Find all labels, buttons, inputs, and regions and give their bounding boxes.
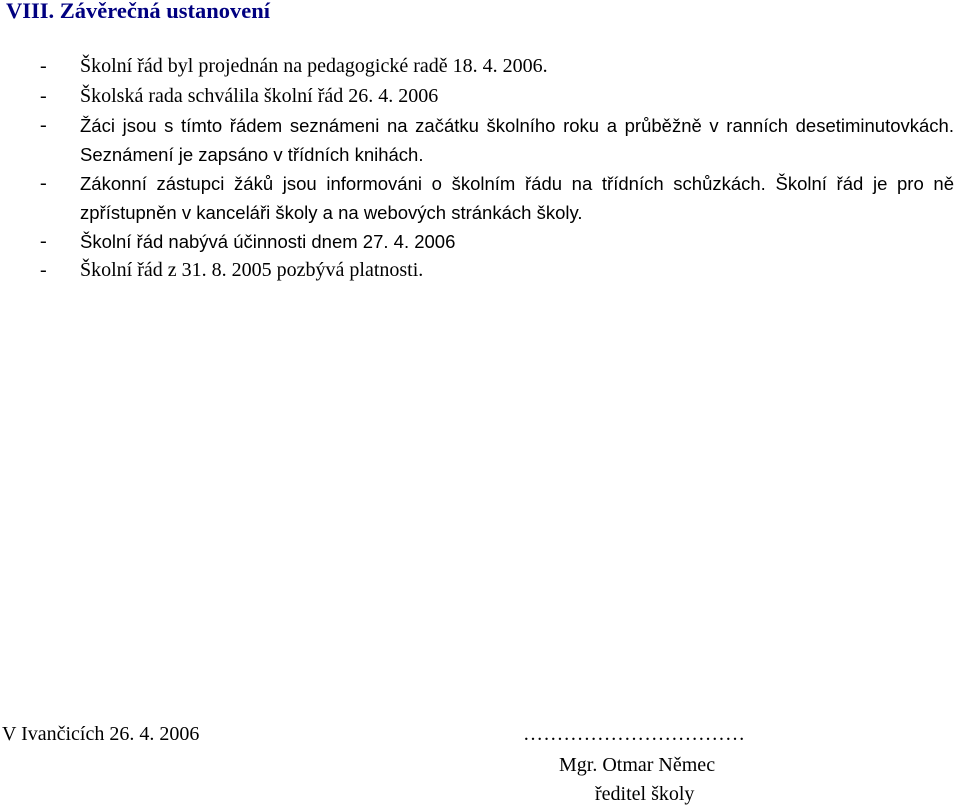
signatory-name: Mgr. Otmar Němec — [559, 754, 716, 776]
list-bullet: - — [40, 85, 47, 107]
list-item-text: Školská rada schválila školní řád 26. 4. 2006 — [80, 85, 439, 107]
signatory-role: ředitel školy — [595, 783, 695, 805]
list-item-text: Žáci jsou s tímto řádem seznámeni na začátku školního roku a průběžně v ranních desetiminutovkách. Seznámení je zapsáno v třídních knihách. — [80, 115, 954, 165]
list-bullet: - — [40, 55, 47, 77]
list-bullet: - — [40, 230, 47, 252]
list-bullet: - — [40, 172, 47, 194]
list-bullet: - — [40, 114, 47, 136]
list-bullet: - — [40, 259, 47, 281]
list-item-text: Školní řád byl projednán na pedagogické radě 18. 4. 2006. — [80, 55, 548, 77]
list-item-text: Školní řád z 31. 8. 2005 pozbývá platnosti. — [80, 259, 424, 281]
place-and-date: V Ivančicích 26. 4. 2006 — [2, 723, 200, 745]
list-item-text: Školní řád nabývá účinnosti dnem 27. 4. 2006 — [80, 231, 456, 252]
list-item-text: Zákonní zástupci žáků jsou informováni o školním řádu na třídních schůzkách. Školní řád je pro ně zpřístupněn v kanceláři školy a na webových stránkách školy. — [80, 173, 954, 223]
signature-line: …………………………… — [523, 723, 746, 745]
section-heading: VIII. Závěrečná ustanovení — [6, 0, 270, 23]
